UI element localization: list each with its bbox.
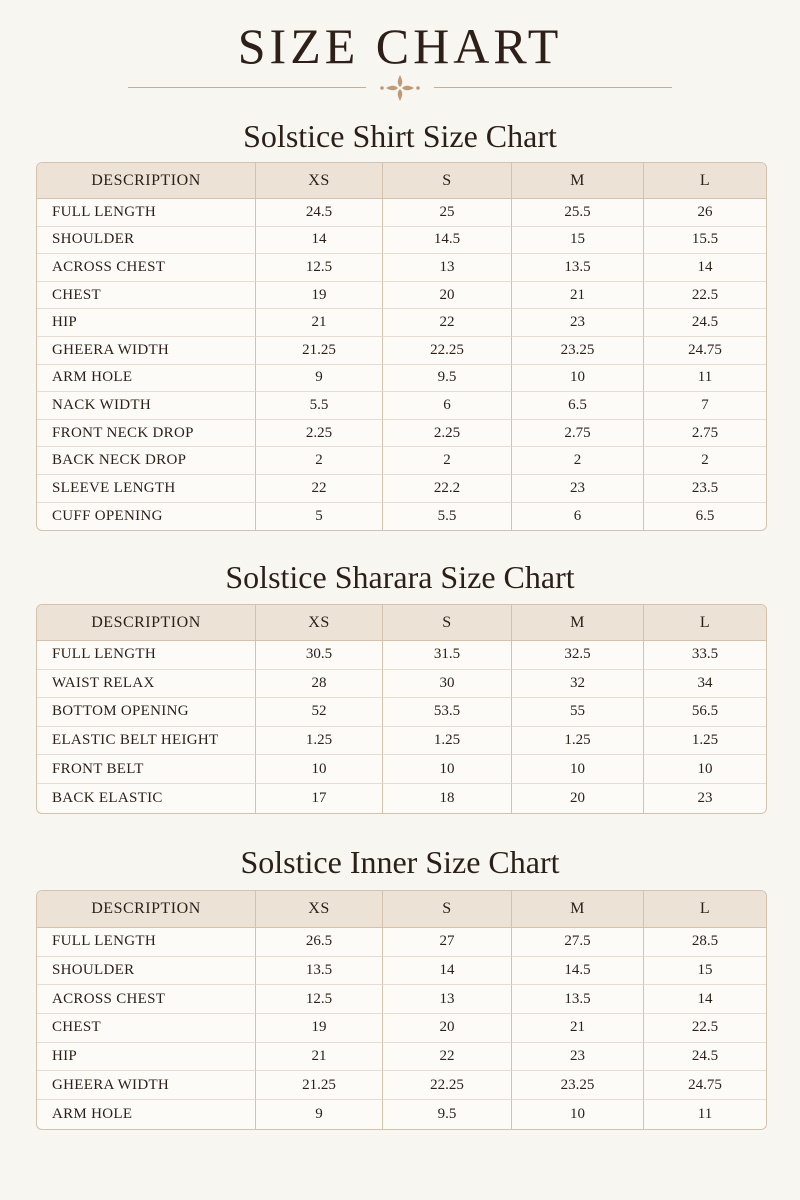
column-header-size: S — [383, 605, 512, 641]
measurement-value: 52 — [256, 698, 383, 727]
measurement-value: 25 — [383, 199, 512, 227]
table-row — [37, 337, 766, 365]
measurement-value: 23.25 — [512, 337, 644, 365]
measurement-value: 27.5 — [512, 928, 644, 957]
divider-line-right — [434, 87, 672, 88]
measurement-value: 19 — [256, 282, 383, 310]
measurement-value: 21 — [512, 282, 644, 310]
measurement-label: SHOULDER — [37, 227, 256, 255]
table-row — [37, 420, 766, 448]
measurement-value: 26.5 — [256, 928, 383, 957]
measurement-value: 24.75 — [644, 1071, 766, 1100]
table-row — [37, 928, 766, 957]
table-row — [37, 227, 766, 255]
column-header-size: XS — [256, 605, 383, 641]
table-row — [37, 199, 766, 227]
measurement-value: 22 — [383, 309, 512, 337]
measurement-value: 2.25 — [256, 420, 383, 448]
measurement-value: 33.5 — [644, 641, 766, 670]
measurement-value: 30.5 — [256, 641, 383, 670]
inner-size-table — [36, 890, 767, 1130]
measurement-value: 15.5 — [644, 227, 766, 255]
measurement-value: 22.5 — [644, 1014, 766, 1043]
measurement-value: 14 — [383, 957, 512, 986]
column-header-size: S — [383, 163, 512, 199]
measurement-value: 28 — [256, 670, 383, 699]
measurement-value: 6.5 — [512, 392, 644, 420]
measurement-value: 27 — [383, 928, 512, 957]
measurement-value: 24.5 — [644, 309, 766, 337]
measurement-value: 15 — [644, 957, 766, 986]
measurement-value: 9.5 — [383, 1100, 512, 1129]
measurement-label: FULL LENGTH — [37, 928, 256, 957]
measurement-label: SHOULDER — [37, 957, 256, 986]
shirt-size-table — [36, 162, 767, 531]
measurement-value: 13 — [383, 985, 512, 1014]
column-header-description: DESCRIPTION — [37, 891, 256, 928]
measurement-value: 24.5 — [644, 1043, 766, 1072]
measurement-value: 18 — [383, 784, 512, 813]
measurement-value: 6 — [383, 392, 512, 420]
measurement-value: 21 — [512, 1014, 644, 1043]
column-header-description: DESCRIPTION — [37, 605, 256, 641]
divider-line-left — [128, 87, 366, 88]
measurement-value: 6 — [512, 503, 644, 531]
measurement-value: 23.25 — [512, 1071, 644, 1100]
measurement-label: FRONT NECK DROP — [37, 420, 256, 448]
column-header-size: S — [383, 891, 512, 928]
measurement-label: BACK NECK DROP — [37, 447, 256, 475]
measurement-value: 21 — [256, 309, 383, 337]
measurement-value: 22.2 — [383, 475, 512, 503]
measurement-value: 20 — [512, 784, 644, 813]
measurement-value: 10 — [512, 755, 644, 784]
table-header-row — [37, 163, 766, 199]
table-row — [37, 282, 766, 310]
measurement-value: 14.5 — [383, 227, 512, 255]
table-row — [37, 392, 766, 420]
measurement-value: 21.25 — [256, 337, 383, 365]
measurement-value: 14.5 — [512, 957, 644, 986]
measurement-label: HIP — [37, 309, 256, 337]
table-row — [37, 254, 766, 282]
measurement-value: 23 — [512, 309, 644, 337]
measurement-value: 30 — [383, 670, 512, 699]
table-header-row — [37, 891, 766, 928]
measurement-value: 2 — [256, 447, 383, 475]
measurement-value: 22.5 — [644, 282, 766, 310]
sharara-chart-title: Solstice Sharara Size Chart — [225, 559, 575, 595]
measurement-value: 34 — [644, 670, 766, 699]
measurement-label: ELASTIC BELT HEIGHT — [37, 727, 256, 756]
column-header-size: L — [644, 605, 766, 641]
measurement-value: 21 — [256, 1043, 383, 1072]
column-header-size: XS — [256, 163, 383, 199]
measurement-value: 2.75 — [512, 420, 644, 448]
measurement-label: ACROSS CHEST — [37, 254, 256, 282]
measurement-value: 19 — [256, 1014, 383, 1043]
measurement-value: 10 — [512, 365, 644, 393]
measurement-value: 7 — [644, 392, 766, 420]
measurement-value: 21.25 — [256, 1071, 383, 1100]
measurement-value: 23 — [512, 1043, 644, 1072]
measurement-value: 2.25 — [383, 420, 512, 448]
table-row — [37, 503, 766, 531]
shirt-chart-title: Solstice Shirt Size Chart — [243, 118, 557, 154]
measurement-value: 11 — [697, 1105, 713, 1122]
table-row — [37, 1043, 766, 1072]
measurement-label: HIP — [37, 1043, 256, 1072]
measurement-value: 5 — [256, 503, 383, 531]
sharara-size-table — [36, 604, 767, 814]
measurement-value: 31.5 — [383, 641, 512, 670]
measurement-value: 23.5 — [644, 475, 766, 503]
measurement-value: 22 — [383, 1043, 512, 1072]
measurement-label: CHEST — [37, 282, 256, 310]
measurement-value: 10 — [644, 755, 766, 784]
measurement-value: 1.25 — [644, 727, 766, 756]
inner-chart-title: Solstice Inner Size Chart — [240, 844, 560, 880]
measurement-value: 22.25 — [383, 1071, 512, 1100]
measurement-value: 14 — [256, 227, 383, 255]
page-title: SIZE CHART — [237, 18, 563, 74]
column-header-size: XS — [256, 891, 383, 928]
column-header-size: M — [512, 163, 644, 199]
measurement-value: 23 — [512, 475, 644, 503]
measurement-value: 24.5 — [256, 199, 383, 227]
measurement-label: FULL LENGTH — [37, 641, 256, 670]
measurement-label: ACROSS CHEST — [37, 985, 256, 1014]
measurement-label: SLEEVE LENGTH — [37, 475, 256, 503]
measurement-value: 10 — [256, 755, 383, 784]
measurement-value: 20 — [383, 1014, 512, 1043]
measurement-value: 12.5 — [256, 985, 383, 1014]
table-row — [37, 1100, 766, 1129]
table-row — [37, 755, 766, 784]
measurement-value: 55 — [512, 698, 644, 727]
measurement-label: CHEST — [37, 1014, 256, 1043]
measurement-value: 22 — [256, 475, 383, 503]
measurement-value: 5.5 — [383, 503, 512, 531]
table-row — [37, 727, 766, 756]
measurement-value: 9 — [256, 1100, 383, 1129]
measurement-value: 22.25 — [383, 337, 512, 365]
measurement-value: 10 — [383, 755, 512, 784]
measurement-label: ARM HOLE — [37, 365, 256, 393]
measurement-value: 13.5 — [256, 957, 383, 986]
table-row — [37, 1014, 766, 1043]
measurement-value: 1.25 — [256, 727, 383, 756]
table-row — [37, 670, 766, 699]
measurement-value: 2 — [512, 447, 644, 475]
table-row — [37, 957, 766, 986]
measurement-value: 15 — [512, 227, 644, 255]
measurement-value: 2 — [644, 447, 766, 475]
measurement-value: 32 — [512, 670, 644, 699]
table-header-row — [37, 605, 766, 641]
measurement-label: FULL LENGTH — [37, 199, 256, 227]
measurement-label: GHEERA WIDTH — [37, 337, 256, 365]
table-row — [37, 447, 766, 475]
measurement-value: 1.25 — [512, 727, 644, 756]
measurement-value: 13.5 — [512, 254, 644, 282]
measurement-label: WAIST RELAX — [37, 670, 256, 699]
measurement-value: 56.5 — [644, 698, 766, 727]
measurement-label: NACK WIDTH — [37, 392, 256, 420]
measurement-label: BACK ELASTIC — [37, 784, 256, 813]
table-row — [37, 365, 766, 393]
measurement-value: 28.5 — [644, 928, 766, 957]
table-row — [37, 475, 766, 503]
column-header-size: L — [644, 163, 766, 199]
flourish-icon — [378, 74, 422, 102]
measurement-value: 9 — [256, 365, 383, 393]
column-header-size: L — [644, 891, 766, 928]
measurement-value: 10 — [512, 1100, 644, 1129]
measurement-label: GHEERA WIDTH — [37, 1071, 256, 1100]
measurement-value: 2.75 — [644, 420, 766, 448]
table-row — [37, 309, 766, 337]
measurement-value: 1.25 — [383, 727, 512, 756]
measurement-label: CUFF OPENING — [37, 503, 256, 531]
table-row — [37, 1071, 766, 1100]
ornamental-divider — [128, 74, 672, 102]
measurement-value: 13.5 — [512, 985, 644, 1014]
measurement-label: FRONT BELT — [37, 755, 256, 784]
measurement-value: 5.5 — [256, 392, 383, 420]
measurement-value: 24.75 — [644, 337, 766, 365]
measurement-value: 14 — [644, 254, 766, 282]
measurement-value: 9.5 — [383, 365, 512, 393]
measurement-value: 13 — [383, 254, 512, 282]
measurement-value: 11 — [644, 365, 766, 393]
measurement-value: 25.5 — [512, 199, 644, 227]
column-header-description: DESCRIPTION — [37, 163, 256, 199]
measurement-value: 20 — [383, 282, 512, 310]
measurement-value: 32.5 — [512, 641, 644, 670]
measurement-value: 23 — [697, 789, 713, 806]
measurement-value: 53.5 — [383, 698, 512, 727]
measurement-label: ARM HOLE — [37, 1100, 256, 1129]
table-row — [37, 784, 766, 813]
table-row — [37, 985, 766, 1014]
measurement-value: 14 — [644, 985, 766, 1014]
measurement-value: 12.5 — [256, 254, 383, 282]
column-header-size: M — [512, 605, 644, 641]
table-row — [37, 641, 766, 670]
measurement-label: BOTTOM OPENING — [37, 698, 256, 727]
measurement-value: 17 — [256, 784, 383, 813]
measurement-value: 26 — [644, 199, 766, 227]
table-row — [37, 698, 766, 727]
measurement-value: 2 — [383, 447, 512, 475]
column-header-size: M — [512, 891, 644, 928]
measurement-value: 6.5 — [695, 507, 715, 524]
